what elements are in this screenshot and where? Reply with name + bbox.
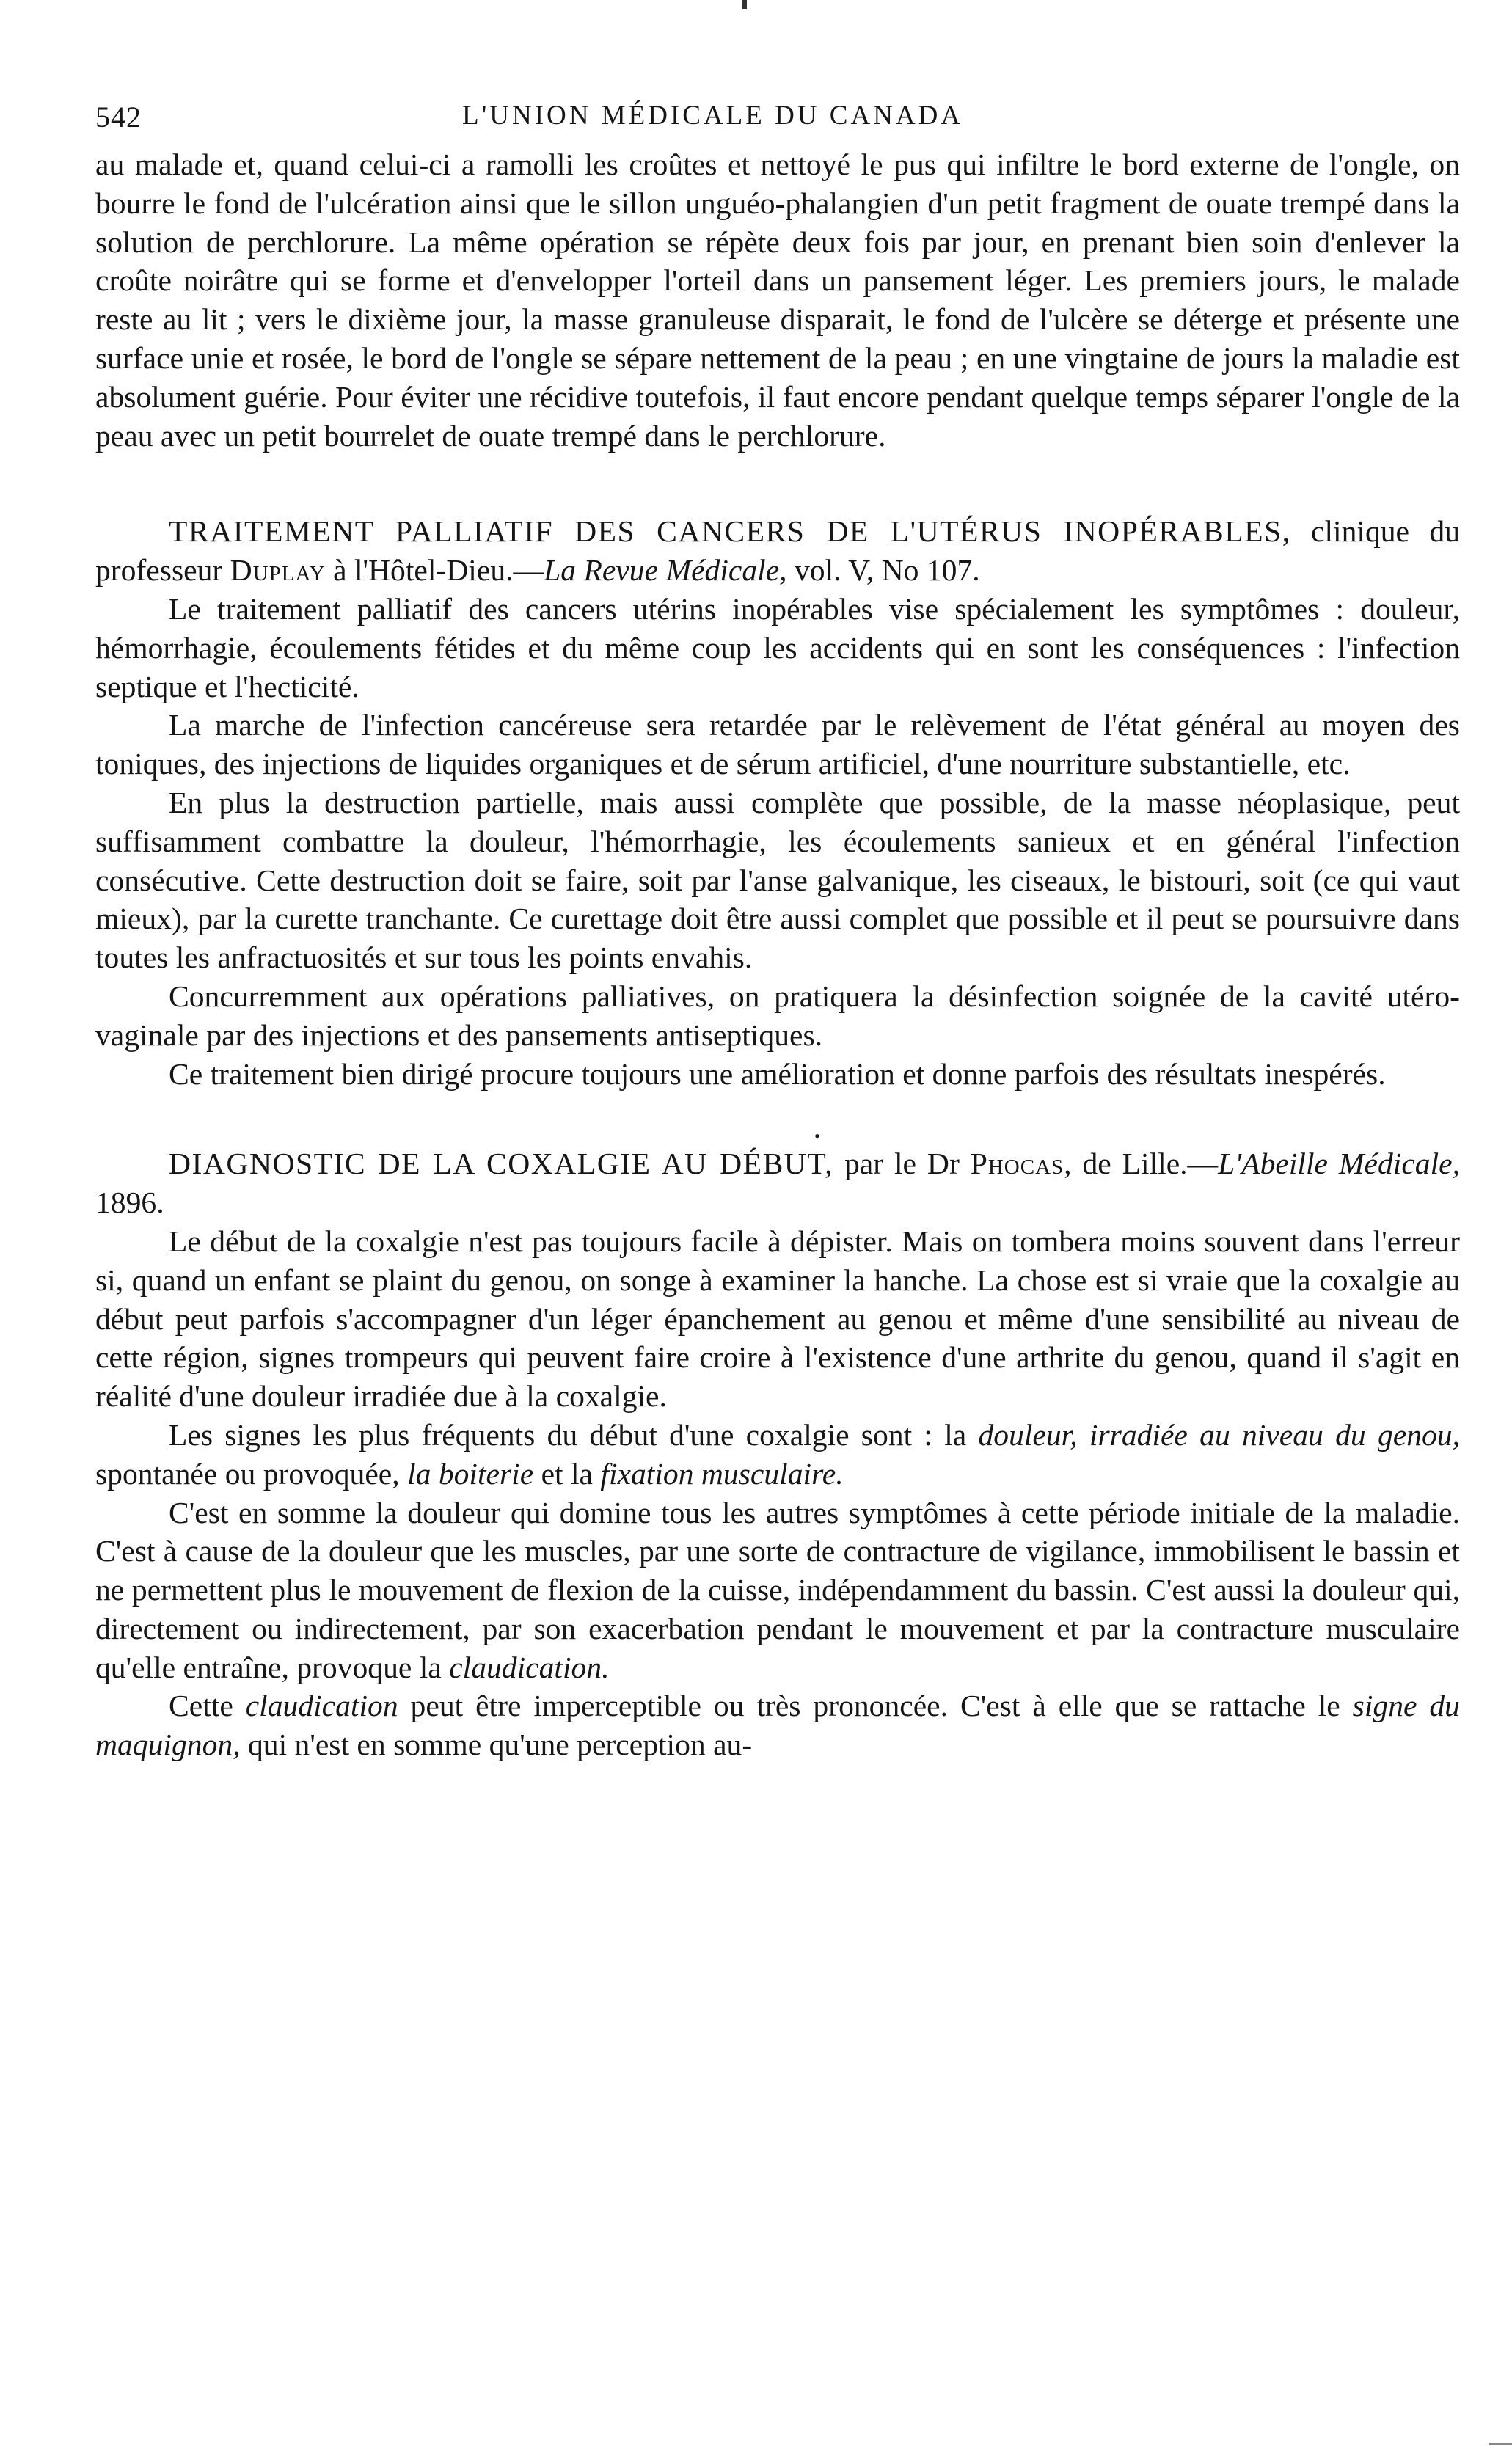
article-paragraph: Ce traitement bien dirigé procure toujours une amélioration et donne parfois des résultats inespérés. [169, 1056, 1386, 1091]
article-subtitle: clinique du professeur [95, 514, 1461, 588]
bottom-edge-mark [1489, 2443, 1512, 2445]
journal-title: L'UNION MÉDICALE DU CANADA [462, 100, 964, 131]
article-paragraph [95, 1686, 1460, 1764]
article-paragraph: Le traitement palliatif des cancers utérins inopérables vise spécialement les symptômes : douleur, hémorrhagie, écoulements fétides et du même coup les accidents qui en sont les conséquences : l'infection septique et l'hecticité. [95, 591, 1460, 703]
intro-paragraph: au malade et, quand celui-ci a ramolli les croûtes et nettoyé le pus qui infiltre le bord externe de l'ongle, on bourre le fond de l'ulcération ainsi que le sillon unguéo-phalangien d'un petit fragment de ouate trempé dans la solution de perchlorure. La même opération se répète deux fois par jour, en prenant bien soin d'enlever la croûte noirâtre qui se forme et d'envelopper l'orteil dans un pansement léger. Les premiers jours, le malade reste au lit ; vers le dixième jour, la masse granuleuse disparait, le fond de l'ulcère se déterge et présente une surface unie et rosée, le bord de l'ongle se sépare nettement de la peau ; en une vingtaine de jours la maladie est absolument guérie. Pour éviter une récidive toutefois, il faut encore pendant quelque temps séparer l'ongle de la peau avec un petit bourrelet de ouate trempé dans le perchlorure. [95, 147, 1460, 453]
intro-section [95, 145, 1460, 455]
article-location: à l'Hôtel-Dieu.— [325, 553, 544, 588]
article-paragraph: En plus la destruction partielle, mais aussi complète que possible, de la masse néoplasique, peut suffisamment combattre la douleur, l'hémorrhagie, les écoulements sanieux et en général l'infection consécutive. Cette destruction doit se faire, soit par l'anse galvanique, les ciseaux, le bistouri, soit (ce qui vaut mieux), par la curette tranchante. Ce curettage doit être aussi complet que possible et il peut se poursuivre dans toutes les anfractuosités et sur tous les points envahis. [95, 785, 1460, 975]
article-cancer-uterus [95, 512, 1460, 1093]
article-paragraph: Le début de la coxalgie n'est pas toujours facile à dépister. Mais on tombera moins souvent dans l'erreur si, quand un enfant se plaint du genou, on songe à examiner la hanche. La chose est si vraie que la coxalgie au début peut parfois s'accompagner d'un léger épanchement au genou et même d'une sensibilité au niveau de cette région, signes trompeurs qui peuvent faire croire à l'existence d'une arthrite du genou, quand il s'agit en réalité d'une douleur irradiée due à la coxalgie. [95, 1224, 1460, 1414]
text-run: qui n'est en somme qu'une perception au- [240, 1728, 753, 1762]
article-heading [95, 1144, 1460, 1222]
text-run: spontanée ou provoquée, [95, 1456, 408, 1491]
article-year: 1896. [95, 1185, 164, 1220]
article-paragraph [95, 1416, 1460, 1494]
article-title: DIAGNOSTIC DE LA COXALGIE AU DÉBUT, [169, 1147, 834, 1181]
article-volume: vol. V, No 107. [786, 553, 980, 588]
emphasis-text: signe du maquignon, [95, 1689, 1460, 1762]
text-run: et la [533, 1456, 601, 1491]
emphasis-text: la boiterie [407, 1456, 534, 1491]
article-source: L'Abeille Médicale, [1218, 1147, 1461, 1181]
text-run: peut être imperceptible ou très prononcée. C'est à elle que se rattache le [398, 1689, 1353, 1723]
article-body [95, 1222, 1460, 1764]
article-source: La Revue Médicale, [544, 553, 787, 588]
divider-dot: • [814, 1127, 820, 1146]
emphasis-text: fixation musculaire. [600, 1456, 844, 1491]
article-coxalgie [95, 1144, 1460, 1764]
text-run: Les signes les plus fréquents du début d'une coxalgie sont : la [169, 1417, 979, 1452]
article-location: , de Lille.— [1064, 1147, 1219, 1181]
article-body [95, 590, 1460, 1093]
article-title: TRAITEMENT PALLIATIF DES CANCERS DE L'UTÉRUS INOPÉRABLES, [169, 514, 1291, 549]
text-run: C'est en somme la douleur qui domine tous les autres symptômes à cette période initiale de la maladie. C'est à cause de la douleur que les muscles, par une sorte de contracture de vigilance, immobilisent le bassin et ne permettent plus le mouvement de flexion de la cuisse, indépendamment du bassin. C'est aussi la douleur qui, directement ou indirectement, par son exacerbation pendant le mouvement et par la contracture musculaire qu'elle entraîne, provoque la [95, 1495, 1460, 1684]
emphasis-text: claudication. [449, 1650, 610, 1684]
article-heading [95, 512, 1460, 590]
emphasis-text: douleur, irradiée au niveau du genou, [978, 1417, 1460, 1452]
text-run: Cette [169, 1689, 246, 1723]
article-author: Duplay [230, 553, 326, 588]
article-author: Phocas [970, 1147, 1064, 1181]
article-by: par le Dr [833, 1147, 971, 1181]
article-paragraph: La marche de l'infection cancéreuse sera retardée par le relèvement de l'état général au moyen des toniques, des injections de liquides organiques et de sérum artificiel, d'une nourriture substantielle, etc. [95, 708, 1460, 781]
emphasis-text: claudication [245, 1689, 398, 1723]
running-head [95, 87, 1460, 145]
page-number: 542 [95, 100, 142, 134]
top-edge-mark [742, 0, 747, 9]
article-paragraph: Concurremment aux opérations palliatives, on pratiquera la désinfection soignée de la cavité utéro-vaginale par des injections et des pansements antiseptiques. [95, 979, 1460, 1052]
document-page [95, 87, 1460, 1764]
article-paragraph [95, 1494, 1460, 1687]
